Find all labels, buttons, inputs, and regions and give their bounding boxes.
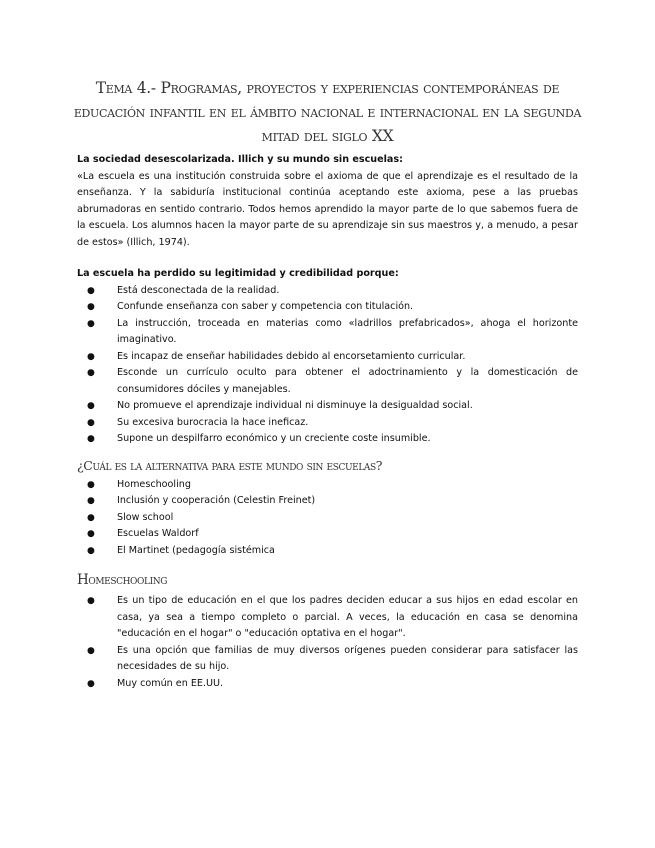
document-body xyxy=(77,152,578,692)
list-item: ● No promueve el aprendizaje individual ni disminuye la desigualdad social. xyxy=(77,398,578,415)
bullet-icon: ● xyxy=(87,496,95,506)
list-item: ● Homeschooling xyxy=(77,477,578,494)
alternatives-list xyxy=(77,477,578,560)
list-item: ● Inclusión y cooperación (Celestin Freinet) xyxy=(77,493,578,510)
bullet-icon: ● xyxy=(87,434,95,444)
bullet-icon: ● xyxy=(87,529,95,539)
bullet-icon: ● xyxy=(87,401,95,411)
illich-heading: La sociedad desescolarizada. Illich y su mundo sin escuelas: xyxy=(77,154,403,165)
list-item: ● Es una opción que familias de muy diversos orígenes pueden considerar para satisfacer las necesidades de su hijo. xyxy=(87,644,578,672)
bullet-icon: ● xyxy=(87,678,95,689)
bullet-icon: ● xyxy=(87,351,95,362)
bullet-icon: ● xyxy=(87,302,95,312)
illich-quote: «La escuela es una institución construida sobre el axioma de que el aprendizaje es el resultado de la enseñanza. Y la sabiduría institucional continúa aceptando este axioma, pese a las pruebas abrumadoras en sentido contrario. Todos hemos aprendido la mayor parte de lo que sabemos fuera de la escuela. Los alumnos hacen la mayor parte de su aprendizaje sin sus maestros y, a menudo, a pesar de estos» (Illich, 1974). xyxy=(77,170,578,248)
list-item: ● Es incapaz de enseñar habilidades debido al encorsetamiento curricular. xyxy=(77,349,578,366)
list-item: ● Slow school xyxy=(77,510,578,527)
homeschooling-heading: Homeschooling xyxy=(77,572,167,588)
list-item: ● Esconde un currículo oculto para obtener el adoctrinamiento y la domesticación de consumidores dóciles y manejables. xyxy=(87,367,578,395)
page-title: Tema 4.- Programas, proyectos y experiencias contemporáneas de educación infantil en el ámbito nacional e internacional en la segunda mitad del siglo XX xyxy=(73,79,582,145)
bullet-icon: ● xyxy=(87,417,95,428)
list-item: ● El Martinet (pedagogía sistémica xyxy=(77,543,578,560)
list-item: ● Confunde enseñanza con saber y competencia con titulación. xyxy=(77,299,578,316)
bullet-icon: ● xyxy=(87,645,95,656)
spacer xyxy=(77,251,578,266)
bullet-icon: ● xyxy=(87,368,95,378)
bullet-icon: ● xyxy=(87,596,95,606)
bullet-icon: ● xyxy=(87,512,95,523)
list-item: ● Escuelas Waldorf xyxy=(77,526,578,543)
list-item: ● Muy común en EE.UU. xyxy=(77,676,578,693)
legitimacy-list xyxy=(77,283,578,448)
list-item: ● La instrucción, troceada en materias como «ladrillos prefabricados», ahoga el horizonte imaginativo. xyxy=(87,317,578,345)
alternative-heading: ¿Cuál es la alternativa para este mundo sin escuelas? xyxy=(77,457,383,473)
bullet-icon: ● xyxy=(87,545,95,556)
list-item: ● Su excesiva burocracia la hace ineficaz. xyxy=(77,415,578,432)
legitimacy-heading: La escuela ha perdido su legitimidad y credibilidad porque: xyxy=(77,268,399,279)
list-item: ● Supone un despilfarro económico y un creciente coste insumible. xyxy=(77,431,578,448)
bullet-icon: ● xyxy=(87,285,95,296)
list-item: ● Es un tipo de educación en el que los padres deciden educar a sus hijos en edad escolar en casa, ya sea a tiempo completo o parcial. A veces, la educación en casa se denomina "educación en el hogar" o "educación optativa en el hogar". xyxy=(87,595,578,639)
bullet-icon: ● xyxy=(87,479,95,490)
homeschooling-list xyxy=(77,593,578,692)
list-item: ● Está desconectada de la realidad. xyxy=(77,283,578,300)
bullet-icon: ● xyxy=(87,318,95,329)
